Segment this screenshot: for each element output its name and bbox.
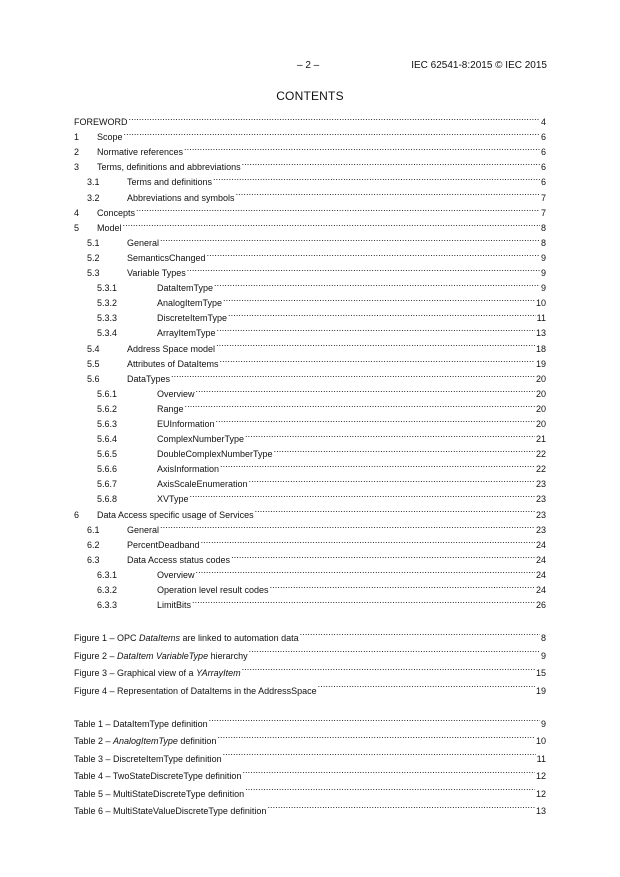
figure-entry-label: [74, 665, 241, 682]
toc-entry[interactable]: [74, 125, 546, 143]
figure-entry-page: 8: [540, 633, 546, 644]
toc-entry-number: 5.1: [87, 237, 100, 248]
toc-entry-page: 19: [535, 358, 546, 369]
dot-leader: [135, 201, 540, 216]
toc-entry-label: Variable Types: [127, 268, 186, 279]
dot-leader: [184, 397, 535, 412]
toc-entry-page: 18: [535, 343, 546, 354]
dot-leader: [208, 710, 540, 727]
tables-list: [74, 710, 546, 814]
toc-entry-number: 1: [74, 132, 80, 143]
toc-entry-number: 4: [74, 207, 80, 218]
toc-entry-number: 6.3.2: [97, 585, 118, 595]
toc-entry-page: 8: [540, 237, 546, 248]
toc-entry-page: 7: [540, 192, 546, 203]
figure-entry-label-prefix: Figure 2 –: [74, 650, 118, 661]
toc-entry-number: 5.6.7: [97, 479, 118, 490]
dot-leader: [213, 276, 540, 291]
figure-entry-label-prefix: Figure 3 – Graphical view of a: [74, 668, 197, 679]
toc-list: [74, 110, 546, 611]
toc-entry-page: 23: [535, 509, 546, 520]
figure-entry-label-prefix: Figure 1 – OPC: [74, 633, 140, 644]
dot-leader: [195, 382, 535, 397]
dot-leader: [230, 548, 535, 563]
figure-entry-label-prefix: Figure 4 – Representation of DataItems in the AddressSpace: [74, 685, 317, 696]
dot-leader: [299, 624, 540, 641]
toc-entry-page: 24: [535, 539, 546, 550]
page-header: [0, 60, 620, 74]
dot-leader: [215, 412, 535, 427]
toc-entry[interactable]: [74, 140, 546, 158]
toc-entry-page: 24: [535, 585, 546, 595]
page-number: – 2 –: [297, 60, 320, 71]
dot-leader: [266, 797, 535, 814]
toc-entry-label: LimitBits: [157, 600, 192, 611]
toc-entry-label: AnalogItemType: [157, 298, 223, 309]
dot-leader: [273, 442, 535, 457]
toc-entry-label: DoubleComplexNumberType: [157, 449, 273, 460]
toc-entry-label: General: [127, 237, 160, 248]
figure-entry-page: 19: [535, 685, 546, 696]
table-entry-label: [74, 751, 222, 768]
toc-entry-number: 5.6: [87, 373, 100, 384]
dot-leader: [216, 727, 535, 744]
toc-entry-page: 9: [540, 268, 546, 279]
toc-entry-label: Operation level result codes: [157, 585, 269, 595]
toc-entry-number: 5.6.6: [97, 464, 118, 475]
toc-entry-label: Abbreviations and symbols: [127, 192, 235, 203]
table-entry-label: [74, 733, 216, 750]
dot-leader: [244, 779, 535, 796]
toc-entry-number: 3.2: [87, 192, 100, 203]
toc-entry-label: XVType: [157, 494, 189, 505]
toc-entry-page: 20: [535, 418, 546, 429]
toc-entry-label: Concepts: [97, 207, 136, 218]
toc-entry-page: 8: [540, 222, 546, 233]
toc-entry-page: 6: [540, 177, 546, 188]
toc-entry-label: Terms, definitions and abbreviations: [97, 162, 241, 173]
toc-entry-number: 5.6.8: [97, 494, 118, 505]
figure-entry-label: [74, 648, 248, 665]
toc-entry-number: 5.5: [87, 358, 100, 369]
toc-entry-page: 22: [535, 464, 546, 475]
table-entry-page: 9: [540, 719, 546, 730]
toc-entry-page: 20: [535, 403, 546, 414]
toc-entry-page: 20: [535, 373, 546, 384]
dot-leader: [216, 321, 535, 336]
toc-entry-number: 3: [74, 162, 80, 173]
table-entry-page: 10: [535, 736, 546, 747]
dot-leader: [159, 231, 540, 246]
dot-leader: [122, 216, 540, 231]
toc-entry-label: Address Space model: [127, 343, 216, 354]
dot-leader: [244, 427, 535, 442]
toc-entry-number: 5.6.4: [97, 434, 118, 445]
dot-leader: [212, 170, 540, 185]
toc-entry-label: Model: [97, 222, 122, 233]
toc-entry-page: 6: [540, 162, 546, 173]
table-entry-page: 12: [535, 771, 546, 782]
dot-leader: [159, 518, 535, 533]
toc-entry-page: 23: [535, 479, 546, 490]
figure-entry-label-italic: DataItem VariableType: [117, 650, 209, 661]
table-entry-label-italic: AnalogItemType: [113, 736, 178, 747]
table-entry-label: [74, 716, 208, 733]
dot-leader: [241, 659, 535, 676]
table-entry-label-prefix: Table 6 – MultiStateValueDiscreteType definition: [74, 806, 267, 816]
toc-entry-label: ArrayItemType: [157, 328, 216, 339]
dot-leader: [248, 641, 540, 658]
toc-entry-page: 7: [540, 207, 546, 218]
figure-entry-label-italic: DataItems: [139, 633, 181, 644]
toc-entry-label: Scope: [97, 132, 123, 143]
figure-entry-page: 9: [540, 650, 546, 661]
toc-entry-number: 5.6.5: [97, 449, 118, 460]
table-entry-label: [74, 768, 241, 785]
toc-entry-label: Normative references: [97, 147, 184, 158]
dot-leader: [248, 472, 535, 487]
toc-entry-page: 11: [536, 313, 546, 324]
table-entry[interactable]: [74, 710, 546, 730]
figure-entry-label: [74, 683, 317, 700]
table-entry-label-prefix: Table 2 –: [74, 736, 114, 747]
toc-entry-number: 6.2: [87, 539, 100, 550]
toc-entry-number: 5.3.4: [97, 328, 118, 339]
toc-entry-page: 9: [540, 283, 546, 294]
dot-leader: [254, 502, 535, 517]
toc-entry-page: 22: [535, 449, 546, 460]
toc-entry-page: 23: [535, 524, 546, 535]
toc-entry-page: 9: [540, 252, 546, 263]
toc-entry[interactable]: [74, 216, 546, 231]
toc-entry-number: 5.3.3: [97, 313, 118, 324]
toc-entry-number: 5.6.1: [97, 388, 118, 399]
table-entry-label-prefix: Table 5 – MultiStateDiscreteType definition: [74, 788, 245, 799]
toc-entry-label: Range: [157, 403, 184, 414]
table-entry-label: [74, 803, 266, 820]
toc-entry-number: 6: [74, 509, 80, 520]
toc-entry-label: DiscreteItemType: [157, 313, 228, 324]
toc-entry-label: FOREWORD: [74, 117, 128, 128]
toc-entry[interactable]: [74, 110, 546, 128]
dot-leader: [186, 261, 540, 276]
toc-entry-number: 6.3: [87, 554, 100, 565]
toc-entry-number: 5.2: [87, 252, 100, 263]
toc-entry-label: Data Access specific usage of Services: [97, 509, 254, 520]
dot-leader: [222, 291, 535, 306]
toc-entry-page: 23: [535, 494, 546, 505]
figures-list: [74, 624, 546, 694]
toc-entry-number: 5.3.1: [97, 283, 118, 294]
dot-leader: [241, 155, 540, 170]
figure-entry-label-italic: YArrayItem: [196, 668, 241, 679]
toc-entry-number: 5.3.2: [97, 298, 118, 309]
toc-entry-label: General: [127, 524, 160, 535]
toc-entry-number: 5.4: [87, 343, 100, 354]
table-entry-label: [74, 786, 244, 803]
toc-entry[interactable]: [74, 231, 546, 246]
toc-entry-page: 10: [535, 298, 546, 309]
toc-entry-label: EUInformation: [157, 418, 215, 429]
table-entry-label-suffix: definition: [177, 736, 217, 747]
table-entry-page: 11: [536, 753, 546, 764]
dot-leader: [227, 306, 536, 321]
toc-entry-number: 3.1: [87, 177, 100, 188]
table-entry-label-prefix: Table 1 – DataItemType definition: [74, 719, 208, 730]
toc-entry-number: 5.6.3: [97, 418, 118, 429]
dot-leader: [219, 352, 535, 367]
toc-entry-page: 21: [535, 434, 546, 445]
figure-entry-label-suffix: hierarchy: [208, 650, 248, 661]
toc-entry-number: 2: [74, 147, 80, 158]
toc-entry-page: 26: [535, 600, 546, 611]
toc-entry-label: DataItemType: [157, 283, 214, 294]
toc-entry-label: Terms and definitions: [127, 177, 213, 188]
dot-leader: [191, 593, 535, 608]
dot-leader: [241, 762, 535, 779]
dot-leader: [123, 125, 540, 140]
table-entry-page: 13: [535, 806, 546, 816]
toc-entry-page: 6: [540, 147, 546, 158]
toc-entry-number: 5.6.2: [97, 403, 118, 414]
toc-entry-label: DataTypes: [127, 373, 171, 384]
toc-entry-label: Overview: [157, 388, 195, 399]
dot-leader: [222, 744, 536, 761]
toc-entry-label: AxisInformation: [157, 464, 220, 475]
toc-entry-page: 13: [535, 328, 546, 339]
dot-leader: [235, 185, 540, 200]
contents-title: CONTENTS: [276, 89, 344, 103]
dot-leader: [206, 246, 540, 261]
dot-leader: [269, 578, 535, 593]
toc-entry-page: 6: [540, 132, 546, 143]
table-entry-label-prefix: Table 3 – DiscreteItemType definition: [74, 753, 222, 764]
dot-leader: [317, 676, 535, 693]
toc-entry-number: 5: [74, 222, 80, 233]
toc-entry-label: Data Access status codes: [127, 554, 231, 565]
figure-entry-page: 15: [535, 668, 546, 679]
toc-entry[interactable]: [74, 201, 546, 216]
toc-entry-page: 20: [535, 388, 546, 399]
standard-reference: IEC 62541-8:2015 © IEC 2015: [411, 60, 547, 71]
dot-leader: [195, 563, 535, 578]
table-of-contents: [74, 110, 546, 814]
dot-leader: [200, 533, 535, 548]
toc-entry-label: SemanticsChanged: [127, 252, 206, 263]
dot-leader: [170, 367, 535, 382]
figure-entry[interactable]: [74, 624, 546, 644]
toc-entry-label: PercentDeadband: [127, 539, 200, 550]
table-entry-label-prefix: Table 4 – TwoStateDiscreteType definition: [74, 771, 242, 782]
dot-leader: [189, 487, 535, 502]
table-entry-page: 12: [535, 788, 546, 799]
toc-entry-label: Attributes of DataItems: [127, 358, 219, 369]
toc-entry-label: Overview: [157, 569, 195, 580]
toc-entry-number: 6.3.1: [97, 569, 118, 580]
toc-entry-number: 6.3.3: [97, 600, 118, 611]
toc-entry-label: AxisScaleEnumeration: [157, 479, 248, 490]
toc-entry-page: 24: [535, 569, 546, 580]
dot-leader: [183, 140, 540, 155]
toc-entry-number: 6.1: [87, 524, 100, 535]
dot-leader: [219, 457, 535, 472]
toc-entry-page: 24: [535, 554, 546, 565]
dot-leader: [128, 110, 540, 125]
dot-leader: [215, 336, 535, 351]
toc-entry-label: ComplexNumberType: [157, 434, 245, 445]
toc-entry-number: 5.3: [87, 268, 100, 279]
toc-entry-page: 4: [540, 117, 546, 128]
figure-entry-label-suffix: are linked to automation data: [180, 633, 299, 644]
